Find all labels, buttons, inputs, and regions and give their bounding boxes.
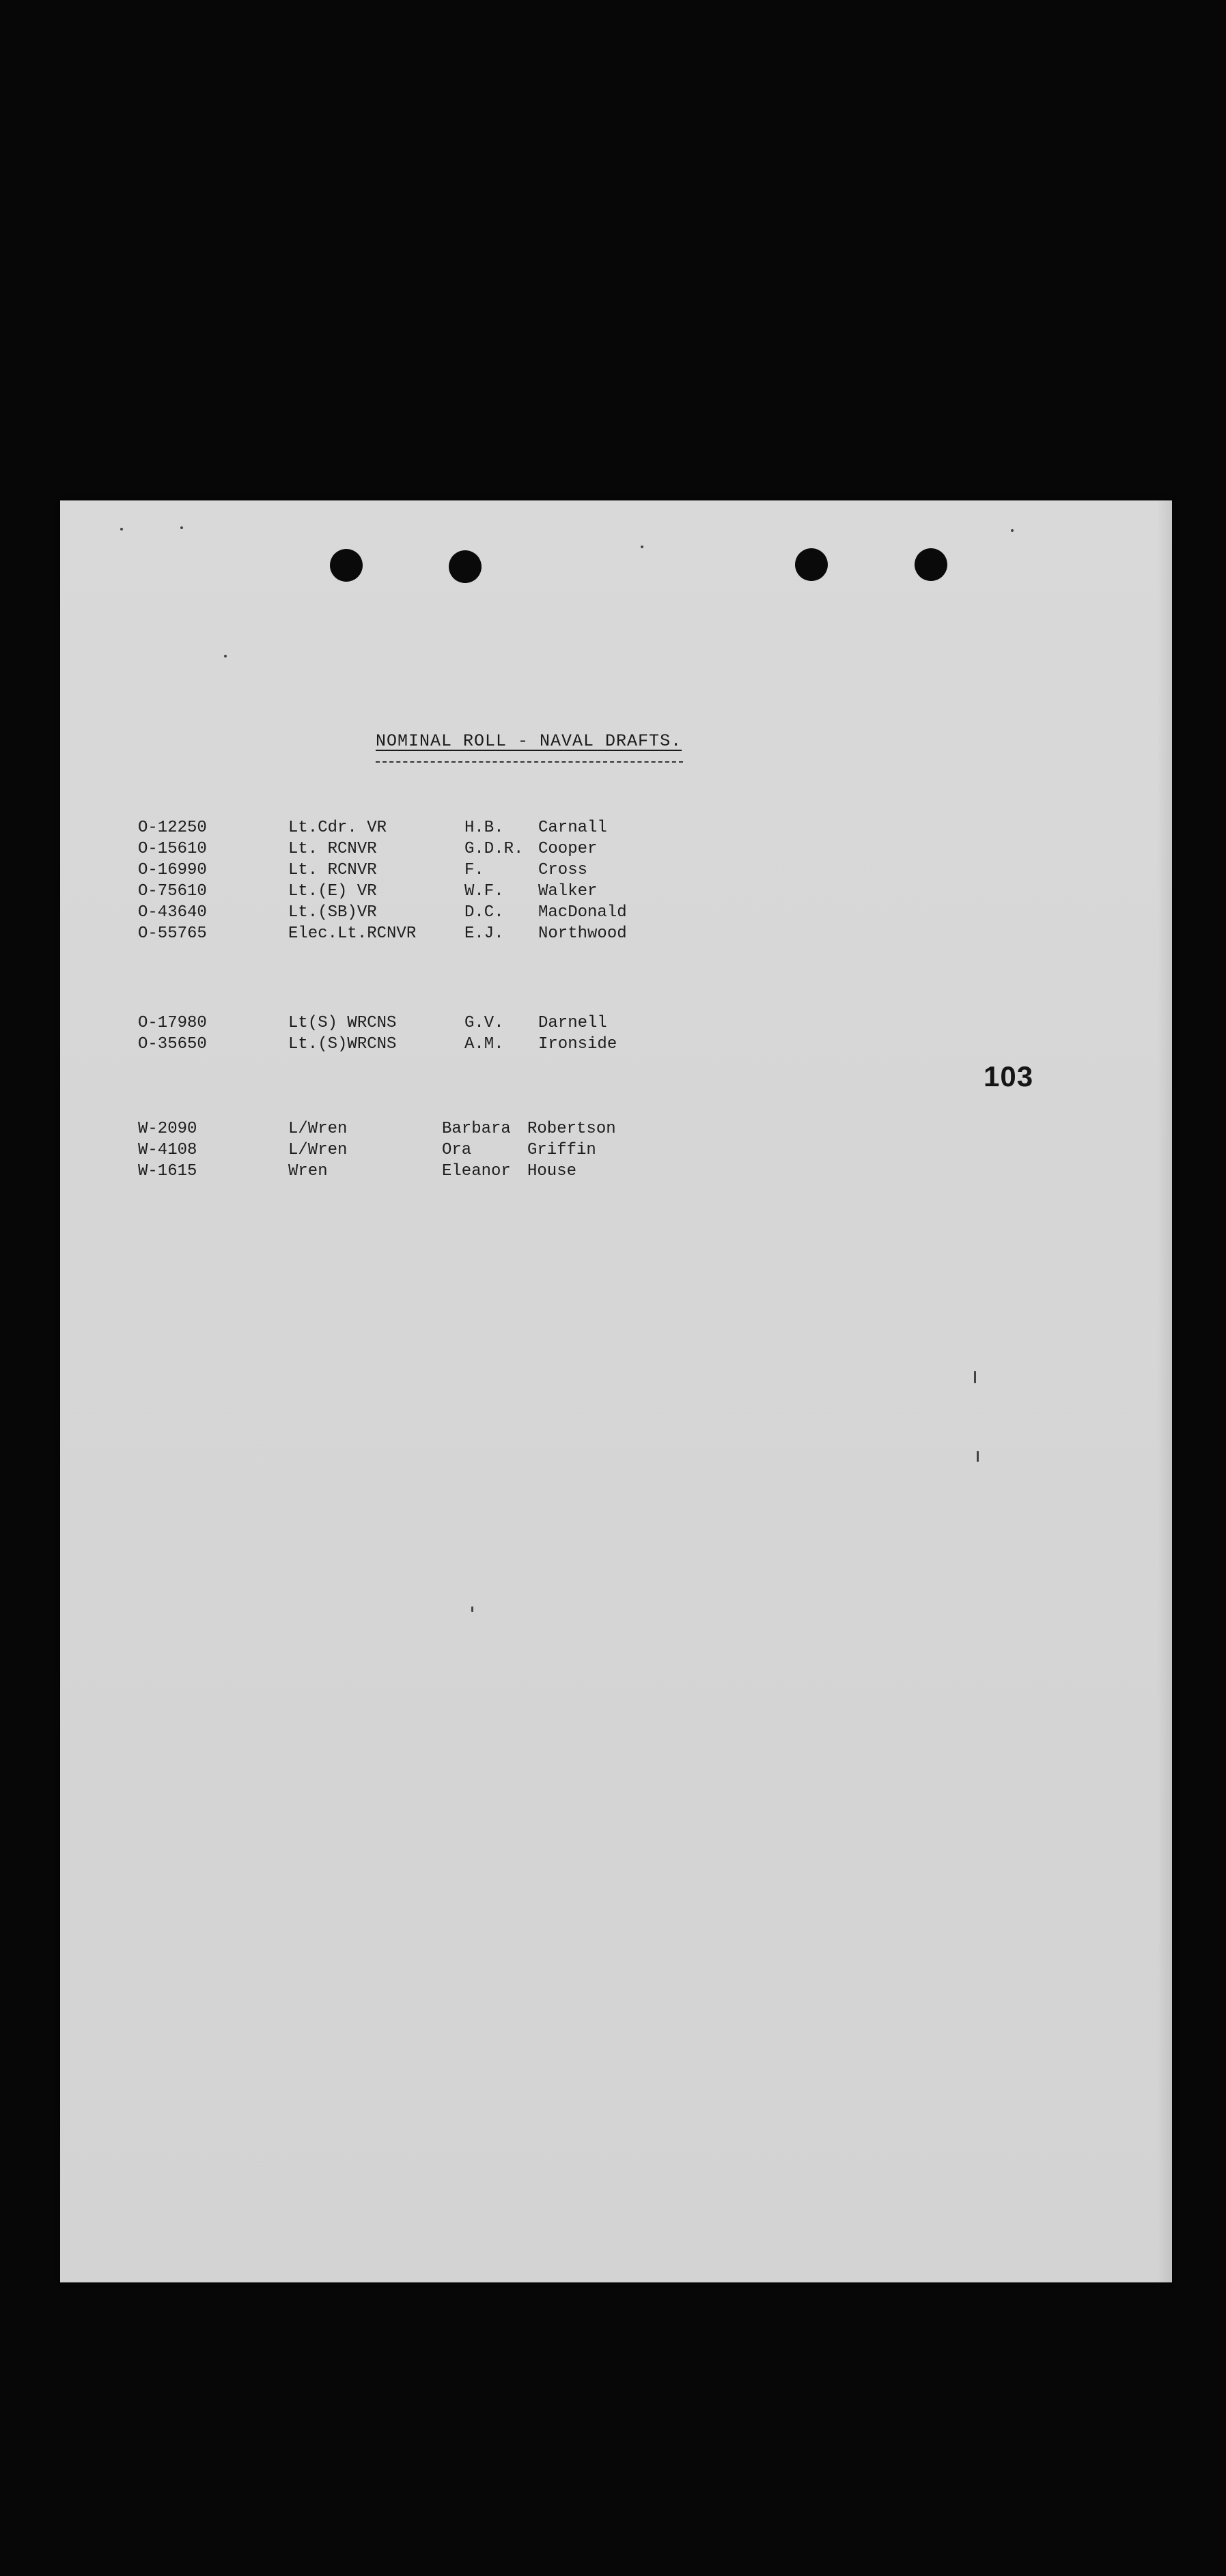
service-number: O-43640 xyxy=(138,903,207,922)
surname: Carnall xyxy=(538,819,607,837)
service-number: O-16990 xyxy=(138,861,207,879)
surname: Walker xyxy=(538,882,598,901)
wrcns-officers-section xyxy=(60,1014,1172,1056)
punch-hole-1 xyxy=(330,549,363,582)
rank: Lt.(S)WRCNS xyxy=(288,1035,397,1053)
initials: G.D.R. xyxy=(464,840,524,858)
rank: Wren xyxy=(288,1162,328,1180)
title-block xyxy=(376,731,758,751)
service-number: O-55765 xyxy=(138,924,207,943)
surname: Griffin xyxy=(527,1141,596,1159)
rank: Elec.Lt.RCNVR xyxy=(288,924,417,943)
scan-speck xyxy=(224,655,227,657)
initials: D.C. xyxy=(464,903,504,922)
service-number: O-17980 xyxy=(138,1014,207,1032)
initials: H.B. xyxy=(464,819,504,837)
title-underline xyxy=(376,761,683,763)
initials: W.F. xyxy=(464,882,504,901)
surname: Ironside xyxy=(538,1035,617,1053)
document-title: NOMINAL ROLL - NAVAL DRAFTS. xyxy=(376,731,682,751)
surname: Cross xyxy=(538,861,588,879)
first-name: Barbara xyxy=(442,1120,511,1138)
roll-entry xyxy=(60,882,1172,903)
scan-speck xyxy=(120,528,123,530)
roll-entry xyxy=(60,903,1172,924)
service-number: W-1615 xyxy=(138,1162,197,1180)
rank: Lt. RCNVR xyxy=(288,840,377,858)
surname: Cooper xyxy=(538,840,598,858)
scan-speck xyxy=(1011,529,1014,532)
punch-hole-3 xyxy=(795,548,828,581)
roll-entry xyxy=(60,840,1172,861)
rank: L/Wren xyxy=(288,1120,348,1138)
roll-entry xyxy=(60,1035,1172,1056)
surname: Robertson xyxy=(527,1120,616,1138)
surname: Darnell xyxy=(538,1014,607,1032)
roll-entry xyxy=(60,1162,1172,1183)
initials: A.M. xyxy=(464,1035,504,1053)
roll-entry xyxy=(60,1014,1172,1035)
punch-hole-4 xyxy=(915,548,947,581)
initials: F. xyxy=(464,861,484,879)
rank: Lt(S) WRCNS xyxy=(288,1014,397,1032)
roll-entry xyxy=(60,1120,1172,1141)
rank: L/Wren xyxy=(288,1141,348,1159)
roll-entry xyxy=(60,819,1172,840)
first-name: Ora xyxy=(442,1141,472,1159)
officers-section xyxy=(60,819,1172,946)
service-number: O-35650 xyxy=(138,1035,207,1053)
roll-entry xyxy=(60,1141,1172,1162)
service-number: O-75610 xyxy=(138,882,207,901)
scan-speck xyxy=(974,1371,976,1383)
rank: Lt.(SB)VR xyxy=(288,903,377,922)
page-shadow-edge xyxy=(1157,500,1172,2282)
first-name: Eleanor xyxy=(442,1162,511,1180)
service-number: O-12250 xyxy=(138,819,207,837)
rank: Lt. RCNVR xyxy=(288,861,377,879)
wrens-section xyxy=(60,1120,1172,1183)
punch-hole-2 xyxy=(449,550,482,583)
scan-speck xyxy=(180,526,183,529)
surname: MacDonald xyxy=(538,903,627,922)
rank: Lt.(E) VR xyxy=(288,882,377,901)
service-number: O-15610 xyxy=(138,840,207,858)
service-number: W-4108 xyxy=(138,1141,197,1159)
service-number: W-2090 xyxy=(138,1120,197,1138)
roll-entry xyxy=(60,924,1172,946)
initials: E.J. xyxy=(464,924,504,943)
document-page xyxy=(60,500,1172,2282)
page-number: 103 xyxy=(984,1060,1034,1092)
scan-speck xyxy=(977,1451,979,1462)
rank: Lt.Cdr. VR xyxy=(288,819,387,837)
initials: G.V. xyxy=(464,1014,504,1032)
scan-speck xyxy=(641,546,643,548)
surname: House xyxy=(527,1162,577,1180)
scan-speck xyxy=(471,1607,473,1612)
surname: Northwood xyxy=(538,924,627,943)
roll-entry xyxy=(60,861,1172,882)
